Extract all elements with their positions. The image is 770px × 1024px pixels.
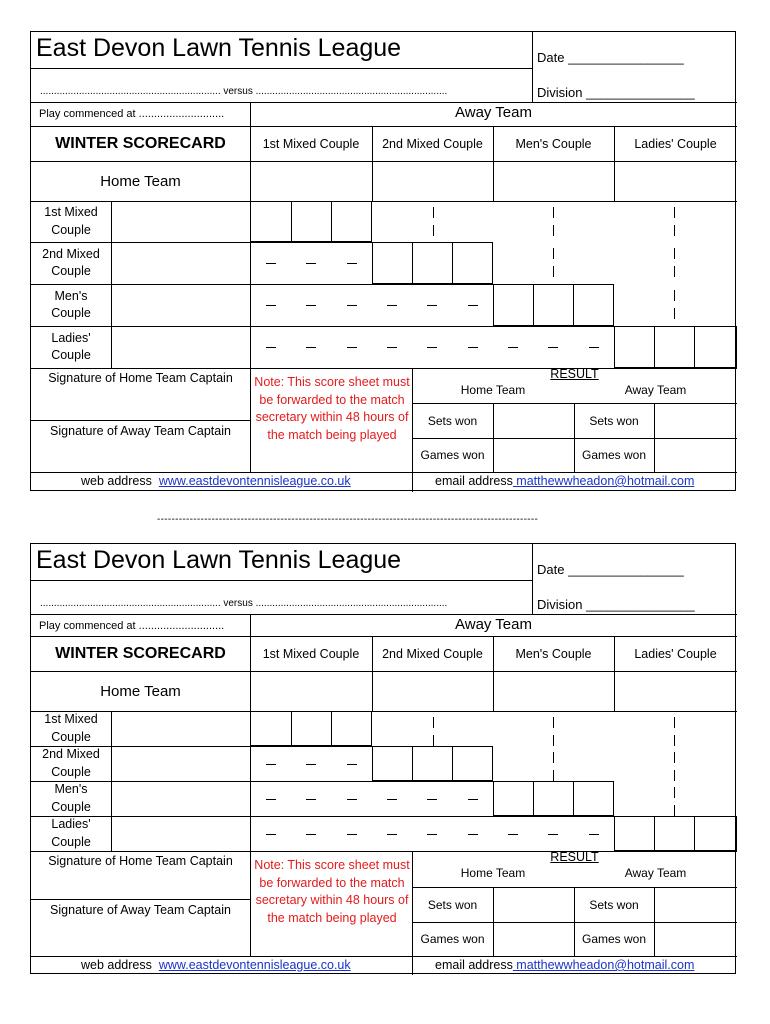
score-box[interactable]: [493, 284, 533, 326]
score-box[interactable]: [291, 201, 331, 242]
result-title: RESULT: [550, 850, 599, 864]
tick-mark: [553, 752, 554, 763]
league-title: East Devon Lawn Tennis League: [36, 546, 402, 574]
away-col-header-3: Men's Couple: [515, 136, 592, 151]
tick-mark: [674, 225, 675, 236]
email-link[interactable]: matthewwheadon@hotmail.com: [512, 474, 695, 488]
home-captain-signature[interactable]: Signature of Home Team Captain: [48, 371, 233, 385]
dash-mark: [266, 799, 276, 800]
away-col-header-3: Men's Couple: [515, 646, 592, 661]
home-row-label-2: 2nd Mixed Couple: [42, 747, 100, 779]
score-box[interactable]: [291, 711, 331, 746]
dash-mark: [347, 263, 357, 264]
tick-mark: [674, 805, 675, 816]
away-sets-won-box[interactable]: [654, 403, 737, 438]
scorecard-1: [30, 31, 736, 491]
dash-mark: [266, 764, 276, 765]
tick-mark: [553, 717, 554, 728]
result-away-label: Away Team: [624, 866, 687, 880]
tick-mark: [553, 225, 554, 236]
tick-mark: [674, 308, 675, 319]
dash-mark: [347, 764, 357, 765]
winter-scorecard-title: WINTER SCORECARD: [55, 134, 226, 152]
score-box[interactable]: [694, 326, 737, 368]
away-col-header-1: 1st Mixed Couple: [262, 136, 360, 151]
away-captain-signature[interactable]: Signature of Away Team Captain: [50, 424, 231, 438]
web-link[interactable]: www.eastdevontennisleague.co.uk: [158, 474, 351, 488]
home-row-label-1: 1st Mixed Couple: [44, 712, 98, 744]
score-box[interactable]: [533, 284, 573, 326]
home-games-won-label: Games won: [420, 448, 485, 462]
home-sets-won-box[interactable]: [493, 403, 574, 438]
dash-mark: [387, 347, 397, 348]
score-box[interactable]: [372, 242, 412, 284]
web-address: web address www.eastdevontennisleague.co.uk: [81, 958, 351, 972]
away-captain-signature[interactable]: Signature of Away Team Captain: [50, 903, 231, 917]
home-team-label: Home Team: [100, 682, 181, 700]
cut-line: ---------------------------------------------------------------------------------------------------------: [157, 514, 539, 525]
date-field[interactable]: Date ________________: [537, 50, 684, 65]
away-team-label: Away Team: [455, 616, 532, 633]
home-games-won-box[interactable]: [493, 438, 574, 472]
away-col-header-4: Ladies' Couple: [634, 646, 717, 661]
dash-mark: [306, 799, 316, 800]
home-row-label-1: 1st Mixed Couple: [44, 205, 98, 237]
home-team-label: Home Team: [100, 172, 181, 190]
web-address: web address www.eastdevontennisleague.co.uk: [81, 474, 351, 488]
tick-mark: [553, 248, 554, 259]
dash-mark: [468, 305, 478, 306]
dash-mark: [427, 305, 437, 306]
dash-mark: [266, 834, 276, 835]
dash-mark: [347, 305, 357, 306]
dash-mark: [468, 834, 478, 835]
dash-mark: [427, 347, 437, 348]
away-games-won-box[interactable]: [654, 438, 737, 472]
tick-mark: [674, 752, 675, 763]
score-box[interactable]: [694, 816, 737, 851]
tick-mark: [674, 248, 675, 259]
dash-mark: [306, 347, 316, 348]
home-row-label-3: Men's Couple: [51, 782, 91, 814]
dash-mark: [306, 834, 316, 835]
score-box[interactable]: [493, 781, 533, 816]
score-box[interactable]: [331, 711, 372, 746]
dash-mark: [508, 347, 518, 348]
away-col-header-1: 1st Mixed Couple: [262, 646, 360, 661]
tick-mark: [433, 717, 434, 728]
score-box[interactable]: [654, 816, 694, 851]
away-games-won-box[interactable]: [654, 922, 737, 956]
dash-mark: [387, 799, 397, 800]
tick-mark: [553, 735, 554, 746]
score-box[interactable]: [250, 201, 291, 242]
tick-mark: [553, 266, 554, 277]
home-sets-won-label: Sets won: [427, 897, 478, 912]
home-captain-signature[interactable]: Signature of Home Team Captain: [48, 854, 233, 868]
email-address: email address matthewwheadon@hotmail.com: [435, 958, 695, 972]
tick-mark: [674, 290, 675, 301]
away-sets-won-label: Sets won: [589, 897, 639, 912]
away-games-won-label: Games won: [581, 448, 647, 462]
away-col-header-2: 2nd Mixed Couple: [382, 136, 483, 151]
away-col-header-2: 2nd Mixed Couple: [382, 646, 483, 661]
dash-mark: [306, 263, 316, 264]
dash-mark: [468, 799, 478, 800]
dash-mark: [387, 305, 397, 306]
score-box[interactable]: [412, 746, 452, 781]
tick-mark: [674, 266, 675, 277]
score-box[interactable]: [452, 242, 493, 284]
scorecard-2: [30, 543, 736, 974]
away-sets-won-label: Sets won: [589, 413, 639, 428]
league-title: East Devon Lawn Tennis League: [36, 34, 402, 62]
score-box[interactable]: [250, 711, 291, 746]
winter-scorecard-title: WINTER SCORECARD: [55, 644, 226, 662]
score-box[interactable]: [412, 242, 452, 284]
tick-mark: [433, 735, 434, 746]
score-box[interactable]: [573, 781, 614, 816]
home-games-won-box[interactable]: [493, 922, 574, 956]
result-home-label: Home Team: [460, 383, 526, 397]
email-link[interactable]: matthewwheadon@hotmail.com: [512, 958, 695, 972]
tick-mark: [433, 225, 434, 236]
dash-mark: [347, 347, 357, 348]
dash-mark: [589, 347, 599, 348]
dash-mark: [266, 263, 276, 264]
result-away-label: Away Team: [624, 383, 687, 397]
dash-mark: [427, 799, 437, 800]
home-row-label-4: Ladies' Couple: [51, 817, 91, 849]
dash-mark: [306, 764, 316, 765]
score-box[interactable]: [654, 326, 694, 368]
dash-mark: [266, 347, 276, 348]
dash-mark: [387, 834, 397, 835]
tick-mark: [674, 787, 675, 798]
division-field[interactable]: Division _______________: [537, 85, 695, 100]
dash-mark: [347, 799, 357, 800]
dash-mark: [306, 305, 316, 306]
dash-mark: [347, 834, 357, 835]
division-field[interactable]: Division _______________: [537, 597, 695, 612]
home-row-label-3: Men's Couple: [51, 288, 91, 320]
versus-line[interactable]: ................................................................. versus .....................................................................: [40, 86, 448, 97]
score-box[interactable]: [372, 746, 412, 781]
tick-mark: [674, 717, 675, 728]
email-address: email address matthewwheadon@hotmail.com: [435, 474, 695, 488]
tick-mark: [553, 770, 554, 781]
result-title: RESULT: [550, 367, 599, 381]
date-field[interactable]: Date ________________: [537, 562, 684, 577]
away-team-label: Away Team: [455, 104, 532, 121]
tick-mark: [674, 770, 675, 781]
tick-mark: [674, 735, 675, 746]
versus-line[interactable]: ................................................................. versus .....................................................................: [40, 598, 448, 609]
score-box[interactable]: [331, 201, 372, 242]
tick-mark: [433, 207, 434, 218]
home-sets-won-box[interactable]: [493, 887, 574, 922]
score-box[interactable]: [614, 326, 654, 368]
home-row-label-2: 2nd Mixed Couple: [42, 246, 100, 278]
home-sets-won-label: Sets won: [427, 413, 478, 428]
score-box[interactable]: [533, 781, 573, 816]
result-home-label: Home Team: [460, 866, 526, 880]
away-sets-won-box[interactable]: [654, 887, 737, 922]
score-box[interactable]: [614, 816, 654, 851]
dash-mark: [589, 834, 599, 835]
score-box[interactable]: [452, 746, 493, 781]
tick-mark: [674, 207, 675, 218]
score-box[interactable]: [573, 284, 614, 326]
forwarding-note: Note: This score sheet must be forwarded to the match secretary within 48 hours of the match being played: [254, 858, 410, 925]
dash-mark: [548, 834, 558, 835]
home-games-won-label: Games won: [420, 932, 485, 946]
away-games-won-label: Games won: [581, 932, 647, 946]
home-row-label-4: Ladies' Couple: [51, 330, 91, 362]
tick-mark: [553, 207, 554, 218]
dash-mark: [427, 834, 437, 835]
web-link[interactable]: www.eastdevontennisleague.co.uk: [158, 958, 351, 972]
dash-mark: [266, 305, 276, 306]
play-commenced[interactable]: Play commenced at ............................: [39, 108, 225, 120]
away-col-header-4: Ladies' Couple: [634, 136, 717, 151]
dash-mark: [468, 347, 478, 348]
forwarding-note: Note: This score sheet must be forwarded to the match secretary within 48 hours of the match being played: [254, 375, 410, 442]
dash-mark: [508, 834, 518, 835]
dash-mark: [548, 347, 558, 348]
play-commenced[interactable]: Play commenced at ............................: [39, 620, 225, 632]
